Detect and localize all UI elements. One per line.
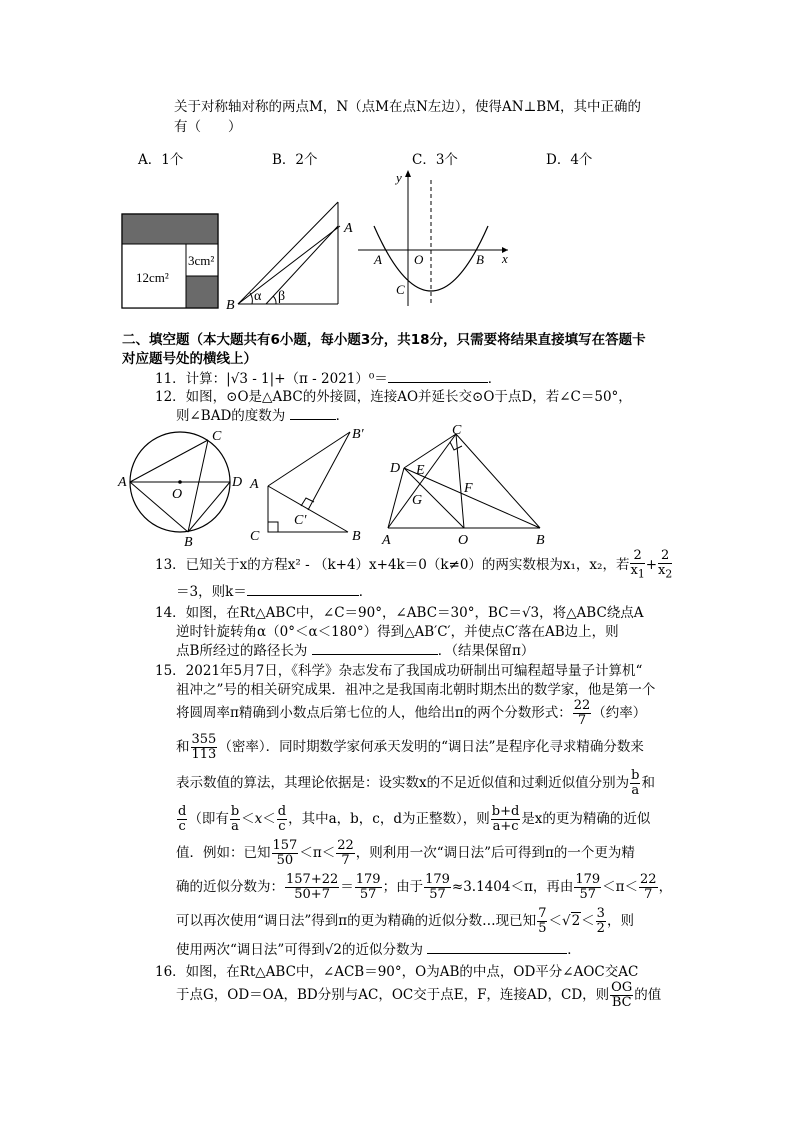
q12-line1: 12．如图，⊙O是△ABC的外接圆，连接AO并延长交⊙O于点D，若∠C＝50°， [155,389,632,405]
q16-line2: 于点G，OD＝OA，BD分别与AC，OC交于点E，F，连接AD，CD，则 $\frac{OG}{BC}$ 的值 [176,980,662,1010]
q15-line10: 使用两次“调日法”可得到√2的近似分数为 ． [176,942,581,958]
label-C-prime: C′ [294,513,307,528]
label-B: B [226,298,235,312]
choice-a: A．1个 [138,152,184,168]
label-B: B [352,529,361,544]
label-O: O [414,252,424,267]
quadrilateral-figure [380,424,560,548]
label-B-prime: B′ [352,427,364,442]
q15-line7: 值．例如：已知 $\frac{157}{50}$ ＜π＜ $\frac{22}{7}$ ，则利用一次“调日法”后可得到π的一个更为精 [176,838,635,868]
q15-line4: 和 $\frac{355}{113}$ （密率）．同时期数学家何承天发明的“调日法”是程序化寻求精确分数来 [176,732,644,762]
q14-line1: 14．如图，在Rt△ABC中，∠C＝90°，∠ABC＝30°，BC＝√3，将△ABC绕点A [155,605,644,621]
q13-line2: ＝3，则k＝ ． [176,584,373,600]
small-square-label: 3cm² [188,253,215,268]
q16-line1: 16．如图，在Rt△ABC中，∠ACB＝90°，O为AB的中点，OD平分∠AOC交AC [155,964,639,980]
label-O: O [458,533,469,548]
angle-triangle-figure [222,196,362,312]
q15-line1: 15．2021年5月7日，《科学》杂志发布了我国成功研制出可编程超导量子计算机“ [155,663,643,679]
label-C: C [396,282,405,297]
q15-line5: 表示数值的算法，其理论依据是：设实数x的不足近似值和过剩近似值分别为 $\frac{b}{a}$ 和 [176,768,655,798]
label-alpha: α [254,289,262,304]
label-D: D [390,461,401,476]
label-A: A [344,221,353,236]
choice-c: C．3个 [412,152,458,168]
q15-line8: 确的近似分数为： $\frac{157+22}{50+7}$ ＝ $\frac{179}{57}$ ；由于 $\frac{179}{57}$ ≈3.1404＜π，再由 $\frac{179}{57}$ ＜π＜ $\frac{22}{7}$ ， [176,872,673,902]
label-F: F [464,481,473,496]
label-A: A [118,475,127,490]
label-C: C [212,429,222,444]
q14-line2: 逆时针旋转角α（0°＜α＜180°）得到△AB′C′，并使点C′落在AB边上，则 [176,624,619,640]
q12-line2: 则∠BAD的度数为 ． [176,408,350,424]
choice-d: D．4个 [546,152,593,168]
q13-line1: 13．已知关于x的方程x² - （k+4）x+4k＝0（k≠0）的两实数根为x₁，x₂，若 $\frac{2}{x_1}$ + $\frac{2}{x_2}$ [155,548,673,581]
label-A: A [382,533,391,548]
q14-line3: 点B所经过的路径长为 ．（结果保留π） [176,643,535,659]
q11: 11．计算：|√3 - 1|+（π - 2021）⁰＝ ． [155,371,502,387]
label-B: B [536,533,545,548]
parabola-figure [358,166,518,312]
label-y: y [396,170,402,185]
label-G: G [412,493,423,508]
q15-line3: 将圆周率π精确到小数点后第七位的人，他给出π的两个分数形式： $\frac{22}{7}$ （约率） [176,698,647,728]
rotation-figure [246,422,376,546]
q15-line2: 祖冲之”号的相关研究成果．祖冲之是我国南北朝时期杰出的数学家，他是第一个 [176,682,656,698]
label-B: B [184,535,193,546]
large-square-label: 12cm² [136,270,169,285]
label-x: x [502,251,508,266]
circle-figure [116,428,246,546]
choice-b: B．2个 [272,152,318,168]
label-D: D [232,475,243,490]
q15-line9: 可以再次使用“调日法”得到π的更为精确的近似分数…现已知 $\frac{7}{5}$ ＜√2＜ $\frac{3}{2}$ ，则 [176,906,634,936]
q15-line6: $\frac{d}{c}$ （即有 $\frac{b}{a}$ ＜x＜ $\frac{d}{c}$ ，其中a，b，c，d为正整数），则 $\frac{b+d}{a+c}$ 是x的更为精确的近似 [178,804,651,834]
label-C: C [250,529,260,544]
label-A: A [374,252,382,267]
label-O: O [172,487,183,502]
section-heading-line1: 二、填空题（本大题共有6小题，每小题3分，共18分，只需要将结果直接填写在答题卡 [122,332,646,348]
label-beta: β [278,289,286,304]
section-heading-line2: 对应题号处的横线上） [122,351,257,367]
question-continuation-line2: 有（ ） [174,119,242,135]
question-continuation-line1: 关于对称轴对称的两点M，N（点M在点N左边），使得AN⊥BM，其中正确的 [174,99,642,115]
label-B: B [476,252,484,267]
label-C: C [452,424,462,438]
label-A: A [250,477,259,492]
label-E: E [416,463,425,478]
squares-figure [118,210,222,312]
